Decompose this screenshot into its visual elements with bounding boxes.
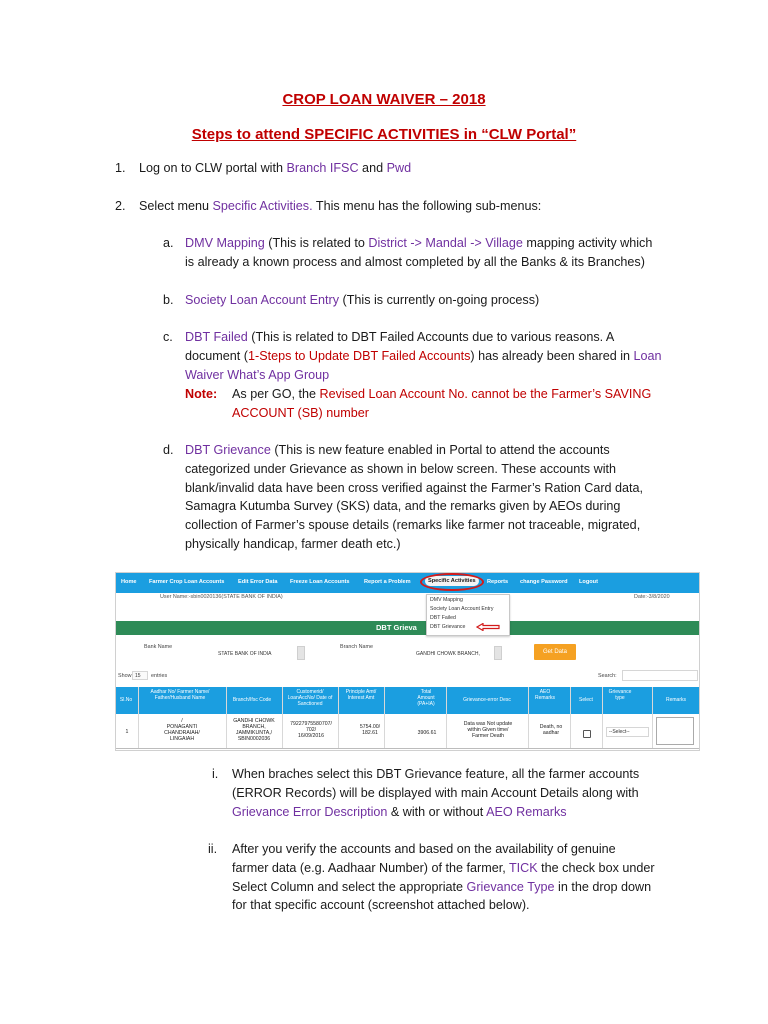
col-divider: [446, 687, 447, 748]
item-i-text: When braches select this DBT Grievance feature, all the farmer accounts (ERROR Records) will be displayed with main Account Details along with Grievance Error Description & with or without AEO Remarks: [232, 767, 640, 819]
branch-name-select[interactable]: GANDHI CHOWK BRANCH,: [416, 651, 480, 657]
col-divider: [338, 687, 339, 748]
col-divider: [652, 687, 653, 748]
th-total-amount: Total Amount (PA+IA): [417, 689, 435, 707]
nav-edit-error-data[interactable]: Edit Error Data: [238, 579, 278, 585]
step-1-text: Log on to CLW portal with Branch IFSC and Pwd: [139, 161, 412, 175]
step-2-number: 2.: [115, 199, 126, 213]
nav-report-a-problem[interactable]: Report a Problem: [364, 579, 411, 585]
grievance-type-select[interactable]: --Select--: [606, 727, 649, 737]
cell-branch: GANDHI CHOWK BRANCH, JAMMIKUNTA,/ SBIN0002036: [233, 718, 275, 742]
row-select-checkbox[interactable]: [583, 730, 591, 738]
cell-principle: 5754.00/ 182.61: [359, 724, 381, 736]
col-divider: [602, 687, 603, 748]
col-divider: [282, 687, 283, 748]
th-principle-amt: Principle Amt/ Interest Amt: [345, 689, 377, 701]
page-title: CROP LOAN WAIVER – 2018: [282, 91, 486, 108]
th-customer-id: Customerid/ LoanAccNo/ Date of Sanctioned: [287, 689, 333, 707]
sub-b-text: Society Loan Account Entry (This is currently on-going process): [185, 293, 540, 307]
cell-farmer: / PONAGANTI CHANDRAIAH/ LINGAIAH: [164, 718, 200, 742]
col-divider: [570, 687, 571, 748]
nav-home[interactable]: Home: [121, 579, 137, 585]
sub-a-text: DMV Mapping (This is related to District -> Mandal -> Village mapping activity which is already a known process and almost completed by all the Banks & its Branches): [185, 236, 653, 269]
portal-screenshot: [115, 572, 700, 751]
bank-select-scroll[interactable]: [297, 646, 305, 660]
th-aadhar: Aadhar No/ Farmer Name/ Father/Husband Name: [150, 689, 210, 701]
sub-d-text: DBT Grievance (This is new feature enabled in Portal to attend the accounts categorized under Grievance as shown in below screen. These accounts with blank/invalid data have been cross verified against the Farmer’s Ration Card data, Samagra Kutumba Survey (SKS) data, and the remarks given by AEOs during collection of Farmer’s spouse details (remarks like farmer not traceable, migrated, physically handicap, farmer death etc.): [185, 443, 644, 551]
entries-select[interactable]: 15: [132, 671, 148, 680]
search-input[interactable]: [622, 670, 698, 681]
dropdown-item-dbt-grievance[interactable]: DBT Grievance: [430, 624, 466, 630]
branch-name-label: Branch Name: [340, 644, 373, 650]
page-subtitle: Steps to attend SPECIFIC ACTIVITIES in “CLW Portal”: [191, 126, 577, 143]
item-ii-text: After you verify the accounts and based on the availability of genuine farmer data (e.g. Aadhaar Number) of the farmer, TICK the check box under Select Column and select the appropriate Grievance Type in the drop down for that specific account (screenshot attached below).: [232, 842, 655, 913]
item-ii-label: ii.: [208, 842, 218, 856]
entries-label: entries: [151, 673, 168, 679]
col-divider: [384, 687, 385, 748]
th-grievance-desc: Grievance-error Desc: [463, 697, 511, 703]
sub-c-text: DBT Failed (This is related to DBT Failed Accounts due to various reasons. A document (1-Steps to Update DBT Failed Accounts) has already been shared in Loan Waiver What’s App Group: [185, 330, 662, 382]
cell-grievance-desc: Data was Not update within Given time/ Farmer Death: [463, 721, 513, 739]
show-label: Show: [118, 673, 132, 679]
remarks-textarea[interactable]: [656, 717, 694, 745]
user-name-line: User Name:-sbin0020136(STATE BANK OF INDIA): [160, 594, 283, 600]
cell-total: 3906.61: [417, 730, 437, 736]
get-data-button[interactable]: Get Data: [534, 644, 576, 660]
sub-b-label: b.: [163, 293, 174, 307]
dbt-grievance-banner: DBT Grieva: [116, 621, 699, 635]
cell-aeo-remarks: Death, no aadhar: [539, 724, 563, 736]
col-divider: [528, 687, 529, 748]
dropdown-item-dmv-mapping[interactable]: DMV Mapping: [430, 597, 463, 603]
search-label: Search:: [598, 673, 617, 679]
th-remarks: Remarks: [665, 697, 686, 703]
nav-logout[interactable]: Logout: [579, 579, 598, 585]
portal-nav-bar: [116, 573, 699, 593]
th-branch-ifsc: Branch/Ifsc Code: [232, 697, 272, 703]
dropdown-item-society-loan[interactable]: Society Loan Account Entry: [430, 606, 494, 612]
th-sl-no: Sl.No: [119, 697, 133, 703]
date-line: Date:-3/8/2020: [634, 594, 670, 600]
cell-sl-no: 1: [125, 729, 129, 735]
nav-reports[interactable]: Reports: [487, 579, 509, 585]
dropdown-item-dbt-failed[interactable]: DBT Failed: [430, 615, 456, 621]
cell-customer: 79227975580707/ 702/ 16/09/2016: [290, 721, 332, 739]
sub-c-label: c.: [163, 330, 173, 344]
sub-d-label: d.: [163, 443, 174, 457]
nav-change-password[interactable]: change Password: [520, 579, 568, 585]
bank-name-label: Bank Name: [144, 644, 173, 650]
highlight-ring: [420, 573, 484, 591]
nav-farmer-crop-loan-accounts[interactable]: Farmer Crop Loan Accounts: [149, 579, 225, 585]
sub-a-label: a.: [163, 236, 174, 250]
col-divider: [226, 687, 227, 748]
branch-select-scroll[interactable]: [494, 646, 502, 660]
nav-freeze-loan-accounts[interactable]: Freeze Loan Accounts: [290, 579, 350, 585]
bank-name-select[interactable]: STATE BANK OF INDIA: [218, 651, 272, 657]
col-divider: [138, 687, 139, 748]
note-text: As per GO, the Revised Loan Account No. cannot be the Farmer’s SAVING ACCOUNT (SB) number: [232, 387, 652, 420]
note-label: Note:: [185, 387, 218, 401]
red-arrow-icon: [476, 623, 500, 631]
nav-specific-activities[interactable]: Specific Activities: [425, 576, 479, 586]
th-aeo-remarks: AEO Remarks: [534, 689, 555, 701]
step-2-text: Select menu Specific Activities. This menu has the following sub-menus:: [139, 199, 542, 213]
step-1-number: 1.: [115, 161, 126, 175]
item-i-label: i.: [212, 767, 219, 781]
th-select: Select: [579, 697, 593, 703]
th-grievance-type: Grievance type: [608, 689, 632, 701]
